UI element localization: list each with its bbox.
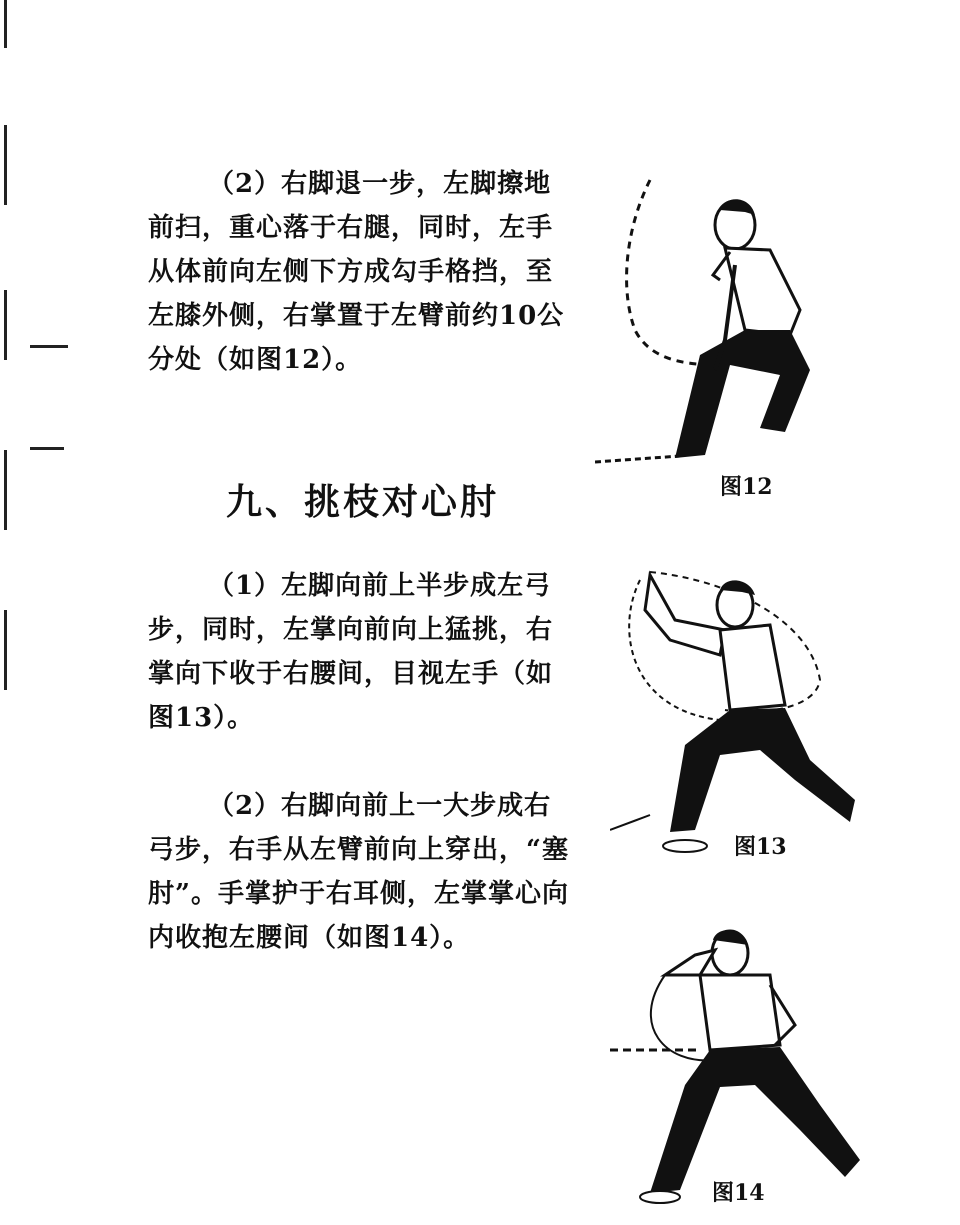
scan-mark [30,345,68,348]
figure-13-illustration [610,560,870,860]
scan-mark [4,0,7,48]
scan-mark [30,447,64,450]
paragraph-step1-fig13: （1）左脚向前上半步成左弓步，同时，左掌向前向上猛挑，右掌向下收于右腰间，目视左手（如图13）。 [148,571,554,733]
scan-mark [4,610,7,690]
paragraph-step2-fig14: （2）右脚向前上一大步成右弓步，右手从左臂前向上穿出，“塞肘”。手掌护于右耳侧，左掌掌心向内收抱左腰间（如图14）。 [148,791,569,953]
figure-12-illustration [595,170,835,470]
figure-13-caption: 图13 [734,834,787,860]
figure-14-caption: 图14 [712,1180,765,1206]
paragraph-step2-fig12: （2）右脚退一步，左脚擦地前扫，重心落于右腿，同时，左手从体前向左侧下方成勾手格挡，至左膝外侧，右掌置于左臂前约10公分处（如图12）。 [148,169,565,375]
scan-mark [4,125,7,205]
figure-12-caption: 图12 [720,474,773,500]
section-heading: 九、挑枝对心肘 [226,482,500,523]
scan-mark [4,290,7,360]
figure-14-illustration [605,915,875,1205]
scan-mark [4,450,7,530]
